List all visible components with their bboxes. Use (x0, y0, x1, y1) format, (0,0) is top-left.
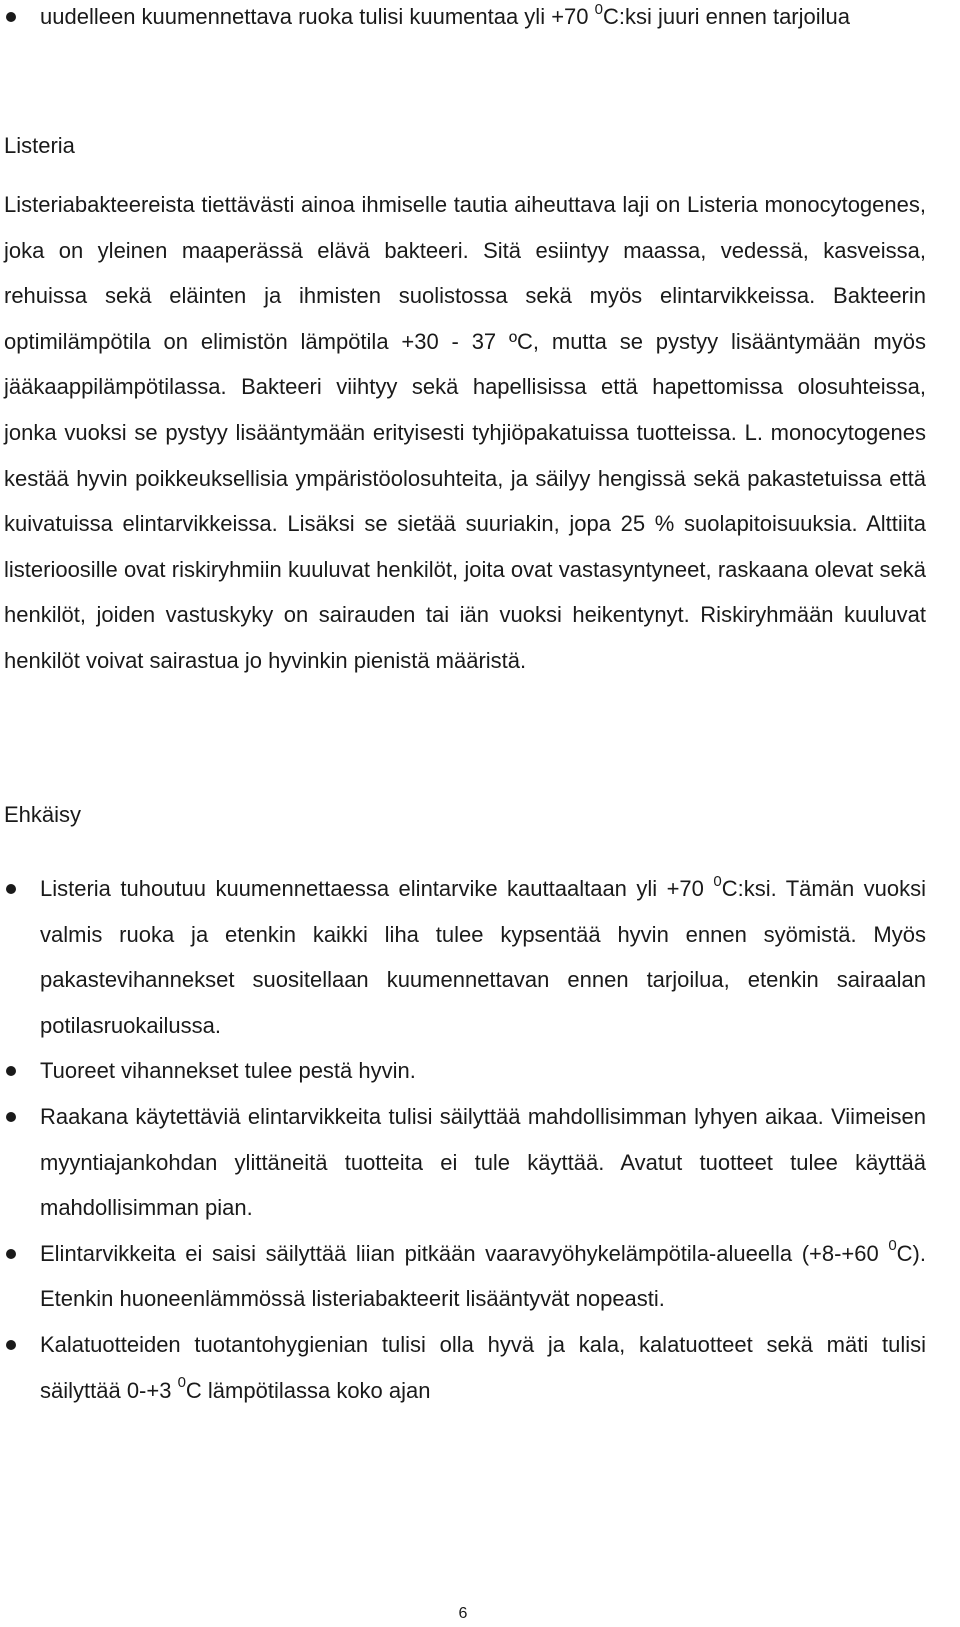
bullet-icon (6, 1340, 16, 1350)
list-item-text: Listeria tuhoutuu kuumennettaessa elintarvike kauttaaltaan yli +70 $^0$C:ksi. Tämän vuoksi valmis ruoka ja etenkin kaikki liha tulee kypsentää hyvin ennen syömistä. Myös pakastevihannekset suositellaan kuumennettavan ennen tarjoilua, etenkin sairaalan potilasruokailussa. (40, 872, 927, 1038)
list-item (4, 866, 926, 1048)
list-item-text: Raakana käytettäviä elintarvikkeita tulisi säilyttää mahdollisimman lyhyen aikaa. Viimeisen myyntiajankohdan ylittäneitä tuotteita ei tule käyttää. Avatut tuotteet tulee käyttää mahdollisimman pian. (40, 1103, 926, 1221)
list-item (4, 1231, 926, 1322)
list-item (4, 1094, 926, 1231)
list-item-text: Tuoreet vihannekset tulee pestä hyvin. (40, 1058, 416, 1084)
listeria-paragraph: Listeriabakteereista tiettävästi ainoa ihmiselle tautia aiheuttava laji on Listeria monocytogenes, joka on yleinen maaperässä elävä bakteeri. Sitä esiintyy maassa, vedessä, kasveissa, rehuissa sekä eläinten ja ihmisten suolistossa sekä myös elintarvikkeissa. Bakteerin optimilämpötila on elimistön lämpötila +30 - 37 ºC, mutta se pystyy lisääntymään myös jääkaappilämpötilassa. Bakteeri viihtyy sekä hapellisissa että hapettomissa olosuhteissa, jonka vuoksi se pystyy lisääntymään erityisesti tyhjiöpakatuissa tuotteissa. L. monocytogenes kestää hyvin poikkeuksellisia ympäristöolosuhteita, ja säilyy hengissä sekä pakastetuissa että kuivatuissa elintarvikkeissa. Lisäksi se sietää suuriakin, jopa 25 % suolapitoisuuksia. Alttiita listerioosille ovat riskiryhmiin kuuluvat henkilöt, joita ovat vastasyntyneet, raskaana olevat sekä henkilöt, joiden vastuskyky on sairauden tai iän vuoksi heikentynyt. Riskiryhmään kuuluvat henkilöt voivat sairastua jo hyvinkin pienistä määristä. (4, 192, 926, 673)
section-heading-listeria: Listeria (4, 133, 75, 158)
bullet-icon (6, 12, 16, 22)
list-item (4, 1322, 926, 1413)
bullet-icon (6, 1066, 16, 1076)
superscript: 0 (713, 872, 722, 890)
bullet-icon (6, 884, 16, 894)
page-number: 6 (458, 1605, 468, 1622)
listeria-paragraph-block (4, 182, 926, 684)
list-item-text: uudelleen kuumennettava ruoka tulisi kuumentaa yli +70 $^0$C:ksi juuri ennen tarjoilua (40, 0, 851, 29)
section-heading-ehkaisy: Ehkäisy (4, 802, 82, 827)
bullet-icon (6, 1249, 16, 1259)
prevention-bullet-list (4, 866, 926, 1413)
superscript: 0 (177, 1374, 186, 1392)
list-item (4, 1048, 926, 1094)
top-bullet-list (4, 0, 926, 40)
bullet-icon (6, 1112, 16, 1122)
superscript: 0 (888, 1237, 897, 1255)
listeria-section (4, 126, 926, 166)
list-item (4, 0, 926, 40)
list-item-text: Kalatuotteiden tuotantohygienian tulisi olla hyvä ja kala, kalatuotteet sekä mäti tulisi säilyttää 0-+3 $^0$C lämpötilassa koko ajan (40, 1331, 926, 1403)
list-item-text: Elintarvikkeita ei saisi säilyttää liian pitkään vaaravyöhykelämpötila-alueella (+8-+60 $^0$C). Etenkin huoneenlämmössä listeriabakteerit lisääntyvät nopeasti. (40, 1237, 926, 1312)
superscript: 0 (594, 0, 603, 18)
prevention-section (4, 795, 926, 835)
